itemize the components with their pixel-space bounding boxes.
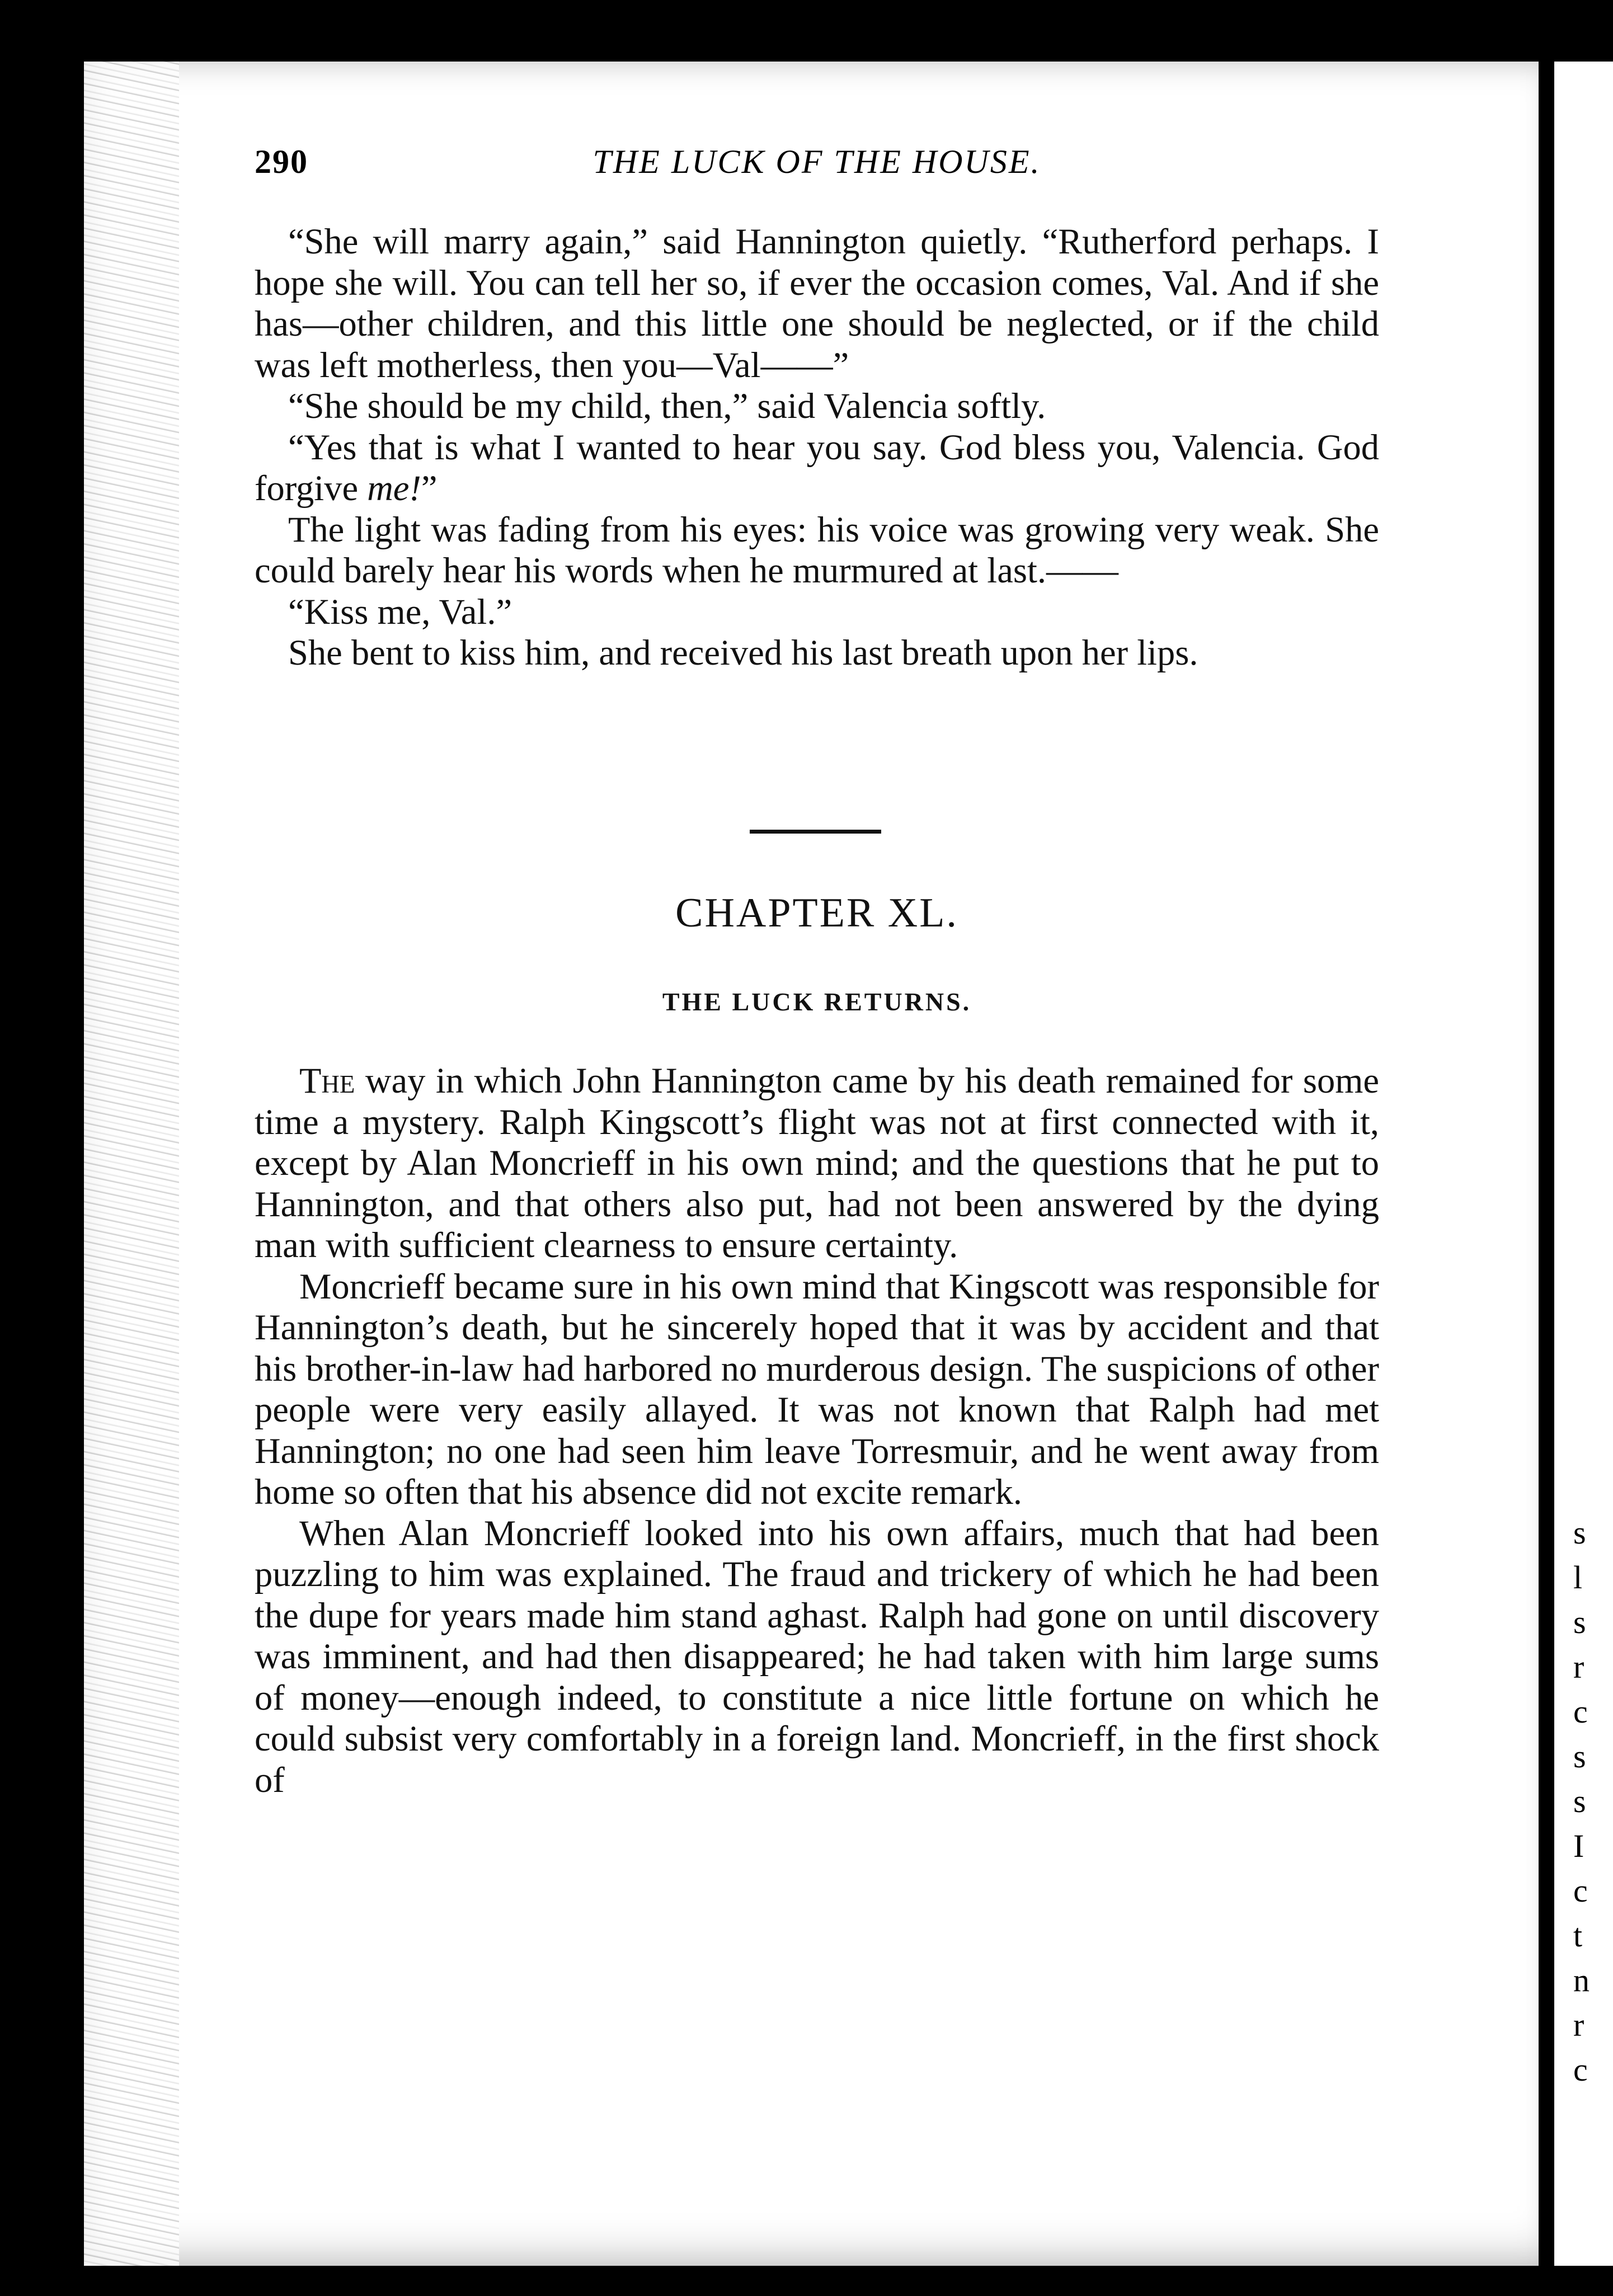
paragraph: “Kiss me, Val.”	[288, 591, 512, 632]
paragraph: Moncrieff became sure in his own mind that Kingscott was responsible for Hannington’s death, but he sincerely hoped that it was by accident and that his brother-in-law had harbored no murderous design. The suspicions of other people were very easily allayed. It was not known that Ralph had met Hannington; no one had seen him leave Torresmuir, and he went away from home so often that his absence did not excite remark.	[255, 1266, 1379, 1512]
chapter-subtitle: THE LUCK RETURNS.	[662, 987, 972, 1016]
running-head	[255, 143, 1379, 187]
emphasis-text: me!	[367, 468, 421, 508]
section-divider-rule	[750, 830, 881, 834]
closing-quote: ”	[421, 468, 438, 508]
facing-page-letter: r	[1573, 1649, 1584, 1685]
paragraph-text: way in which John Hannington came by his death remained for some time a mystery. Ralph Kingscott’s flight was not at first connected with it, except by Alan Moncrieff in his own mind; and the questions that he put to Hannington, and that others also put, had not been answered by the dying man with sufficient clearness to ensure certainty.	[255, 1061, 1379, 1265]
facing-page-letter: s	[1573, 1738, 1586, 1775]
facing-page-letter: c	[1573, 1872, 1588, 1909]
facing-page-letter: c	[1573, 1693, 1588, 1730]
facing-page-letter: l	[1573, 1559, 1583, 1596]
facing-page-letter: t	[1573, 1917, 1583, 1954]
chapter-title: CHAPTER XL.	[675, 890, 958, 936]
paragraph: When Alan Moncrieff looked into his own affairs, much that had been puzzling to him was explained. The fraud and trickery of which he had been the dupe for years made him stand aghast. Ralph had gone on until discovery was imminent, and had then disappeared; he had taken with him large sums of money—enough indeed, to constitute a nice little fortune on which he could subsist very comfortably in a foreign land. Moncrieff, in the first shock of	[255, 1513, 1379, 1800]
paragraph-text: “Yes that is what I wanted to hear you say. God bless you, Valencia. God forgive	[255, 427, 1379, 508]
paragraph: “She will marry again,” said Hannington quietly. “Rutherford perhaps. I hope she will. You can tell her so, if ever the occasion comes, Val. And if she has—other children, and this little one should be neglected, or if the child was left motherless, then you—Val——”	[255, 222, 1379, 385]
paragraph	[255, 1060, 1379, 1266]
paragraph: “She should be my child, then,” said Valencia softly.	[288, 386, 1046, 426]
paragraph: The light was fading from his eyes: his voice was growing very weak. She could barely hear his words when he murmured at last.——	[255, 509, 1379, 590]
facing-page-letter: I	[1573, 1828, 1584, 1864]
facing-page-letter: c	[1573, 2052, 1588, 2088]
chapter-body	[255, 1060, 1379, 1800]
facing-page-letter: s	[1573, 1604, 1586, 1640]
paragraph	[255, 427, 1379, 509]
book-spine	[1539, 62, 1554, 2266]
drop-word: The	[299, 1061, 355, 1100]
facing-page-letter: r	[1573, 2007, 1584, 2043]
facing-page-letter: n	[1573, 1962, 1590, 1998]
dialogue-section	[255, 221, 1379, 674]
facing-page-letter: s	[1573, 1783, 1586, 1819]
facing-page-letter: s	[1573, 1514, 1586, 1551]
running-head-title: THE LUCK OF THE HOUSE.	[592, 143, 1041, 180]
paragraph: She bent to kiss him, and received his last breath upon her lips.	[288, 633, 1198, 672]
facing-page-letters	[1573, 1511, 1607, 2092]
page-gutter-shadow	[84, 62, 179, 2266]
page-number: 290	[255, 143, 308, 180]
